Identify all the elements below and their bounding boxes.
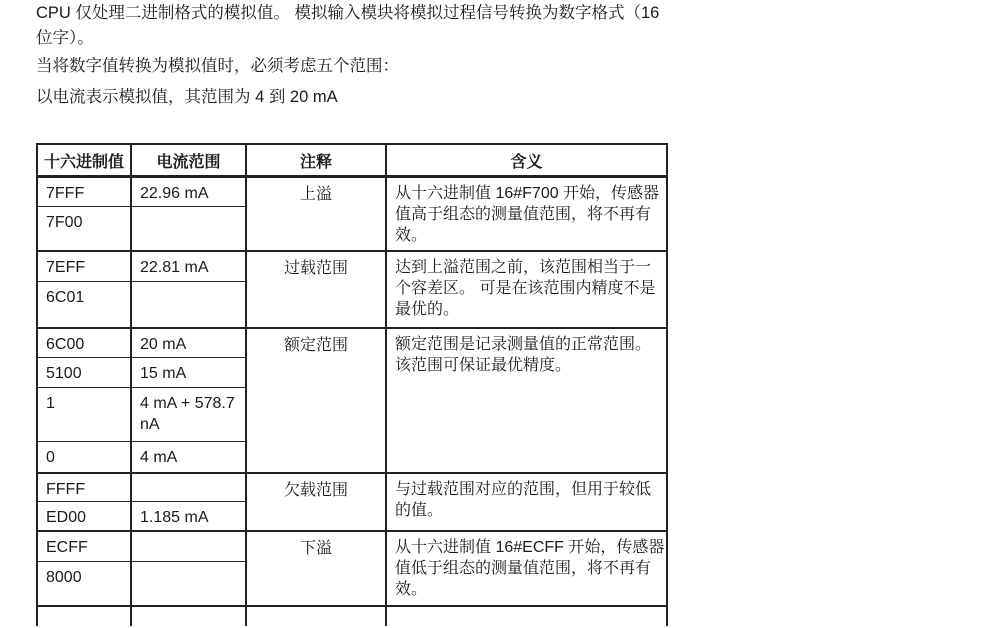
hex-cell: 6C00 xyxy=(37,328,131,358)
header-note: 注释 xyxy=(246,144,386,177)
hex-cell: 7F00 xyxy=(37,207,131,251)
hex-cell: 6C01 xyxy=(37,282,131,328)
header-hex-value: 十六进制值 xyxy=(37,144,131,177)
current-cell xyxy=(131,606,246,626)
meaning-cell: 额定范围是记录测量值的正常范围。 该范围可保证最优精度。 xyxy=(386,328,667,473)
hex-cell: 7FFF xyxy=(37,177,131,207)
current-cell: 22.96 mA xyxy=(131,177,246,207)
table-row xyxy=(37,251,667,282)
hex-cell: ECFF xyxy=(37,531,131,562)
meaning-cell: 从十六进制值 16#ECFF 开始，传感器值低于组态的测量值范围，将不再有效。 xyxy=(386,531,667,606)
current-range-paragraph: 以电流表示模拟值，其范围为 4 到 20 mA xyxy=(36,88,338,106)
current-cell: 15 mA xyxy=(131,358,246,388)
note-cell: 下溢 xyxy=(246,531,386,606)
hex-cell: 0 xyxy=(37,442,131,473)
note-cell: 欠载范围 xyxy=(246,473,386,531)
hex-cell xyxy=(37,606,131,626)
current-cell: 1.185 mA xyxy=(131,502,246,531)
hex-cell: 8000 xyxy=(37,562,131,606)
meaning-cell: 达到上溢范围之前，该范围相当于一个容差区。 可是在该范围内精度不是最优的。 xyxy=(386,251,667,328)
ranges-paragraph: 当将数字值转换为模拟值时，必须考虑五个范围： xyxy=(36,57,399,75)
table-row xyxy=(37,177,667,207)
current-cell: 20 mA xyxy=(131,328,246,358)
hex-cell: ED00 xyxy=(37,502,131,531)
intro-paragraph: CPU 仅处理二进制格式的模拟值。 模拟输入模块将模拟过程信号转换为数字格式（16 位字）。 xyxy=(36,4,660,47)
current-cell xyxy=(131,207,246,251)
header-current-range: 电流范围 xyxy=(131,144,246,177)
note-cell: 过载范围 xyxy=(246,251,386,328)
current-cell xyxy=(131,282,246,328)
hex-cell: 7EFF xyxy=(37,251,131,282)
table-row xyxy=(37,531,667,562)
table-row xyxy=(37,473,667,502)
header-meaning: 含义 xyxy=(386,144,667,177)
hex-cell: 1 xyxy=(37,388,131,442)
current-cell xyxy=(131,562,246,606)
note-cell: 额定范围 xyxy=(246,328,386,473)
table-header-row xyxy=(37,144,667,177)
hex-cell: FFFF xyxy=(37,473,131,502)
current-cell xyxy=(131,531,246,562)
current-cell: 4 mA + 578.7 nA xyxy=(131,388,246,442)
note-cell: 上溢 xyxy=(246,177,386,251)
note-cell xyxy=(246,606,386,626)
analog-value-table xyxy=(36,143,668,626)
current-cell: 4 mA xyxy=(131,442,246,473)
meaning-cell: 与过载范围对应的范围，但用于较低的值。 xyxy=(386,473,667,531)
meaning-cell xyxy=(386,606,667,626)
table-row-clipped xyxy=(37,606,667,626)
current-cell: 22.81 mA xyxy=(131,251,246,282)
hex-cell: 5100 xyxy=(37,358,131,388)
current-cell xyxy=(131,473,246,502)
table-row xyxy=(37,328,667,358)
meaning-cell: 从十六进制值 16#F700 开始，传感器值高于组态的测量值范围，将不再有效。 xyxy=(386,177,667,251)
